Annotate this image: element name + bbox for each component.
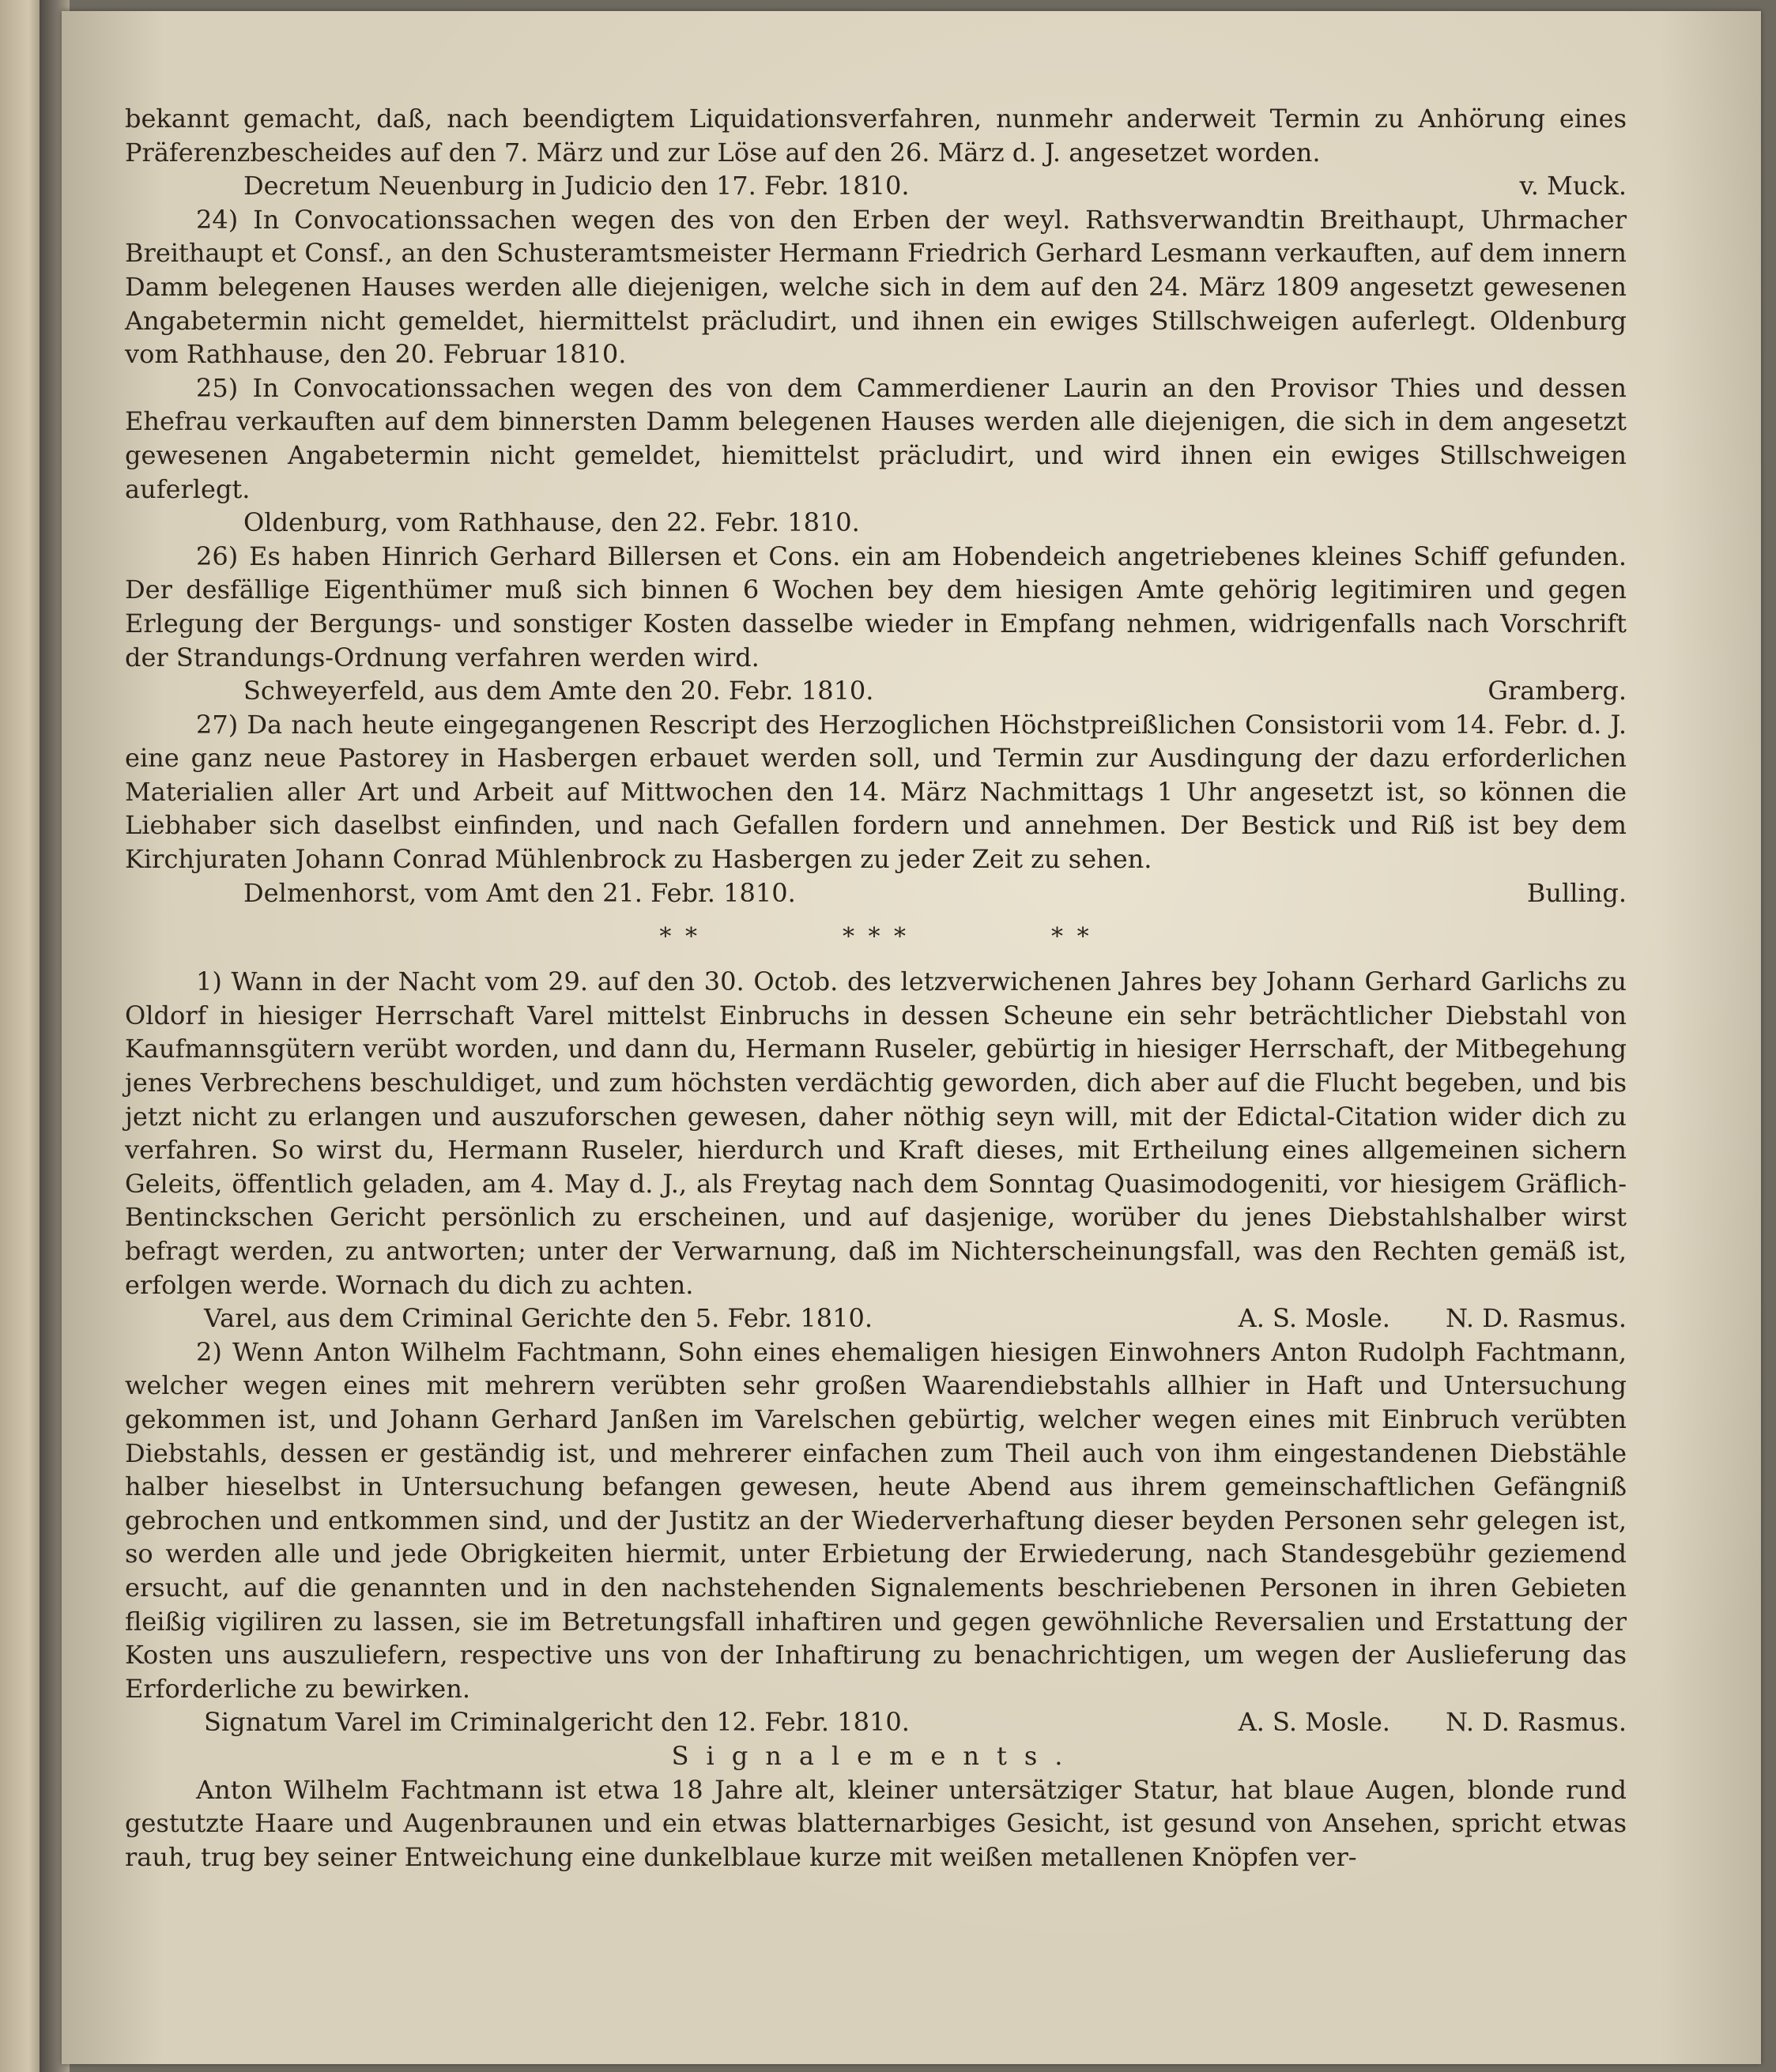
signature-place-date: Schweyerfeld, aus dem Amte den 20. Febr. 1810. bbox=[243, 676, 874, 706]
signatories bbox=[1239, 1302, 1627, 1335]
signature-place-date: Decretum Neuenburg in Judicio den 17. Febr. 1810. bbox=[243, 171, 910, 202]
signatory-name: N. D. Rasmus. bbox=[1445, 1303, 1627, 1334]
signature-line-b12 bbox=[125, 1302, 1627, 1335]
signature-place-date: Oldenburg, vom Rathhause, den 22. Febr. 1810. bbox=[243, 507, 860, 538]
signature-line-b9 bbox=[125, 876, 1627, 910]
paragraph-b16: Anton Wilhelm Fachtmann ist etwa 18 Jahre alt, kleiner untersätziger Statur, hat blaue Augen, blonde rund gestutzte Haare und Augenbraunen und ein etwas blatternarbiges Gesicht, ist gesund von Ansehen, spricht etwas rauh, trug bey seiner Entweichung eine dunkelblaue kurze mit weißen metallenen Knöpfen ver- bbox=[125, 1774, 1627, 1872]
signatory-name: N. D. Rasmus. bbox=[1445, 1707, 1627, 1738]
signatory-name: Bulling. bbox=[1526, 877, 1627, 908]
page bbox=[62, 11, 1761, 2064]
signature-line-b2 bbox=[125, 169, 1627, 203]
signatory-name: Gramberg. bbox=[1488, 676, 1627, 706]
page-text bbox=[125, 102, 1627, 1874]
signature-line-b7 bbox=[125, 674, 1627, 708]
paragraph-b3: 24) In Convocationssachen wegen des von den Erben der weyl. Rathsverwandtin Breithaupt, Uhrmacher Breithaupt et Consf., an den Schusteramtsmeister Hermann Friedrich Gerhard Lesmann verkauften, auf dem innern Damm belegenen Hauses werden alle diejenigen, welche sich in dem auf den 24. März 1809 angesetzt gewesenen Angabetermin nicht gemeldet, hiermittelst präcludirt, und ihnen ein ewiges Stillschweigen auferlegt. Oldenburg vom Rathhause, den 20. Februar 1810. bbox=[125, 204, 1627, 370]
signature-place-date: Varel, aus dem Criminal Gerichte den 5. Febr. 1810. bbox=[204, 1303, 873, 1334]
asterism-group: * * bbox=[1051, 923, 1092, 951]
asterism-group: * * bbox=[659, 923, 700, 951]
paragraph-b1: bekannt gemacht, daß, nach beendigtem Liquidationsverfahren, nunmehr anderweit Termin zu Anhörung eines Präferenzbescheides auf den 7. März und zur Löse auf den 26. März d. J. angesetzet worden. bbox=[125, 104, 1627, 168]
asterism-divider bbox=[125, 910, 1627, 965]
signatories bbox=[1239, 1705, 1627, 1739]
signature-line-b5 bbox=[125, 506, 1627, 540]
paragraph-b6: 26) Es haben Hinrich Gerhard Billersen et Cons. ein am Hobendeich angetriebenes kleines Schiff gefunden. Der desfällige Eigenthümer muß sich binnen 6 Wochen bey dem hiesigen Amte gehörig legitimiren und gegen Erlegung der Bergungs- und sonstiger Kosten dasselbe wieder in Empfang nehmen, widrigenfalls nach Vorschrift der Strandungs-Ordnung verfahren werden wird. bbox=[125, 541, 1627, 672]
signatories bbox=[1520, 169, 1627, 203]
paragraph-b13: 2) Wenn Anton Wilhelm Fachtmann, Sohn eines ehemaligen hiesigen Einwohners Anton Rudolph Fachtmann, welcher wegen eines mit mehrern verübten sehr großen Waarendiebstahls allhier in Haft und Untersuchung gekommen ist, und Johann Gerhard Janßen im Varelschen gebürtig, welcher wegen eines mit Einbruch verübten Diebstahls, dessen er geständig ist, und mehrerer einfachen zum Theil auch von ihm eingestandenen Diebstähle halber hieselbst in Untersuchung befangen gewesen, heute Abend aus ihrem gemeinschaftlichen Gefängniß gebrochen und entkommen sind, und der Justitz an der Wiederverhaftung dieser beyden Personen sehr gelegen ist, so werden alle und jede Obrigkeiten hiermit, unter Erbietung der Erwiederung, nach Standesgebühr geziemend ersucht, auf die genannten und in den nachstehenden Signalements beschriebenen Personen in ihren Gebieten fleißig vigiliren zu lassen, sie im Betretungsfall inhaftiren und gegen gewöhnliche Reversalien und Erstattung der Kosten uns auszuliefern, respective uns von der Inhaftirung zu benachrichtigen, um wegen der Auslieferung das Erforderliche zu bewirken. bbox=[125, 1336, 1627, 1704]
signatories bbox=[1488, 674, 1627, 708]
signature-place-date: Delmenhorst, vom Amt den 21. Febr. 1810. bbox=[243, 877, 796, 908]
signatory-name: A. S. Mosle. bbox=[1238, 1707, 1390, 1738]
signatory-name: A. S. Mosle. bbox=[1238, 1303, 1390, 1334]
signature-place-date: Signatum Varel im Criminalgericht den 12. Febr. 1810. bbox=[204, 1707, 910, 1738]
asterism-group: * * * bbox=[842, 923, 910, 951]
signatories bbox=[1527, 876, 1627, 910]
section-heading: Signalements. bbox=[671, 1740, 1080, 1771]
paragraph-b11: 1) Wann in der Nacht vom 29. auf den 30. Octob. des letzverwichenen Jahres bey Johann Gerhard Garlichs zu Oldorf in hiesiger Herrschaft Varel mittelst Einbruchs in dessen Scheune ein sehr beträchtlicher Diebstahl von Kaufmannsgütern verübt worden, und dann du, Hermann Ruseler, gebürtig in hiesiger Herrschaft, der Mitbegehung jenes Verbrechens beschuldiget, und zum höchsten verdächtig geworden, dich aber auf die Flucht begeben, und bis jetzt nicht zu erlangen und auszuforschen gewesen, daher nöthig seyn will, mit der Edictal-Citation wider dich zu verfahren. So wirst du, Hermann Ruseler, hierdurch und Kraft dieses, mit Ertheilung eines allgemeinen sichern Geleits, öffentlich geladen, am 4. May d. J., als Freytag nach dem Sonntag Quasimodogeniti, vor hiesigem Gräflich-Bentinckschen Gericht persönlich zu erscheinen, und auf dasjenige, worüber du jenes Diebstahlshalber wirst befragt werden, zu antworten; unter der Verwarnung, daß im Nichterscheinungsfall, was den Rechten gemäß ist, erfolgen werde. Wornach du dich zu achten. bbox=[125, 966, 1627, 1300]
signature-line-b14 bbox=[125, 1705, 1627, 1739]
signatory-name: v. Muck. bbox=[1519, 171, 1627, 202]
paragraph-b4: 25) In Convocationssachen wegen des von dem Cammerdiener Laurin an den Provisor Thies und dessen Ehefrau verkauften auf dem binnersten Damm belegenen Hauses werden alle diejenigen, die sich in dem angesetzt gewesenen Angabetermin nicht gemeldet, hiemittelst präcludirt, und wird ihnen ein ewiges Stillschweigen auferlegt. bbox=[125, 372, 1627, 504]
paragraph-b8: 27) Da nach heute eingegangenen Rescript des Herzoglichen Höchstpreißlichen Consistorii vom 14. Febr. d. J. eine ganz neue Pastorey in Hasbergen erbauet werden soll, und Termin zur Ausdingung der dazu erforderlichen Materialien aller Art und Arbeit auf Mittwochen den 14. März Nachmittags 1 Uhr angesetzt ist, so können die Liebhaber sich daselbst einfinden, und nach Gefallen fordern und annehmen. Der Bestick und Riß ist bey dem Kirchjuraten Johann Conrad Mühlenbrock zu Hasbergen zu jeder Zeit zu sehen. bbox=[125, 709, 1627, 875]
